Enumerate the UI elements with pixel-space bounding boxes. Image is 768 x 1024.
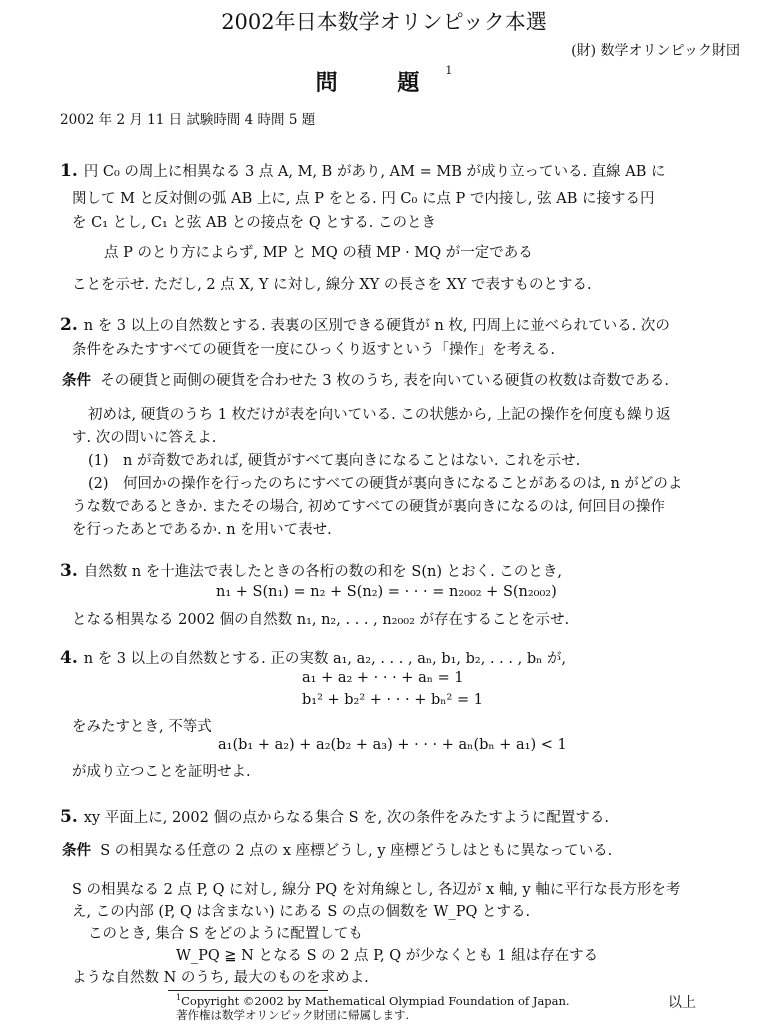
problem-5-line-5: このとき, 集合 S をどのように配置しても xyxy=(88,926,363,942)
exam-title: 2002年日本数学オリンピック本選 xyxy=(221,10,547,34)
problem-5-condition xyxy=(62,839,612,860)
problem-number: 4. xyxy=(60,648,78,668)
problem-3-line-3: となる相異なる 2002 個の自然数 n₁, n₂, . . . , n₂₀₀₂ が存在することを示せ. xyxy=(72,612,570,628)
problem-1-line-5: ことを示せ. ただし, 2 点 X, Y に対し, 線分 XY の長さを XY で表すものとする. xyxy=(72,277,592,293)
problem-5-statement: W_PQ ≧ N となる S の 2 点 P, Q が少なくとも 1 組は存在する xyxy=(176,948,599,964)
problem-5-line-7: ような自然数 N のうち, 最大のものを求めよ. xyxy=(72,970,369,986)
end-mark: 以上 xyxy=(668,995,696,1011)
footnote-copyright xyxy=(176,993,570,1008)
problem-2-line-4: 初めは, 硬貨のうち 1 枚だけが表を向いている. この状態から, 上記の操作を何度も繰り返 xyxy=(88,407,671,423)
footnote-ref: 1 xyxy=(445,64,453,77)
condition-label: 条件 xyxy=(62,372,91,389)
condition-label: 条件 xyxy=(62,842,91,859)
problem-text: xy 平面上に, 2002 個の点からなる集合 S を, 次の条件をみたすように配置する. xyxy=(83,810,609,826)
footnote-mark: 1 xyxy=(176,993,182,1002)
problem-4-inequality: a₁(b₁ + a₂) + a₂(b₂ + a₃) + · · · + aₙ(bₙ + a₁) < 1 xyxy=(218,737,567,753)
problem-2-line-5: す. 次の問いに答えよ. xyxy=(72,430,217,446)
problem-3-line-1 xyxy=(60,560,562,581)
problem-number: 3. xyxy=(60,561,78,581)
condition-text: S の相異なる任意の 2 点の x 座標どうし, y 座標どうしはともに異なっている. xyxy=(100,843,613,859)
problem-4-line-1 xyxy=(60,647,566,668)
footnote-rights: 著作権は数学オリンピック財団に帰属します. xyxy=(176,1008,410,1022)
problem-5-line-4: え, この内部 (P, Q は含まない) にある S の点の個数を W_PQ とする. xyxy=(72,904,531,920)
problem-5-line-3: S の相異なる 2 点 P, Q に対し, 線分 PQ を対角線とし, 各辺が x 軸, y 軸に平行な長方形を考 xyxy=(72,882,681,898)
condition-text: その硬貨と両側の硬貨を合わせた 3 枚のうち, 表を向いている硬貨の枚数は奇数である. xyxy=(100,373,669,389)
organization-name: (財) 数学オリンピック財団 xyxy=(571,43,740,59)
problem-3-equation: n₁ + S(n₁) = n₂ + S(n₂) = · · · = n₂₀₀₂ + S(n₂₀₀₂) xyxy=(216,584,557,600)
problem-number: 1. xyxy=(60,161,78,181)
problem-2-line-9: を行ったあとであるか. n を用いて表せ. xyxy=(72,522,332,538)
problem-2-condition xyxy=(62,369,669,390)
problem-5-line-1 xyxy=(60,806,609,827)
exam-date-line: 2002 年 2 月 11 日 試験時間 4 時間 5 題 xyxy=(60,112,316,128)
problem-number: 2. xyxy=(60,315,78,335)
footnote-rule xyxy=(168,990,328,991)
problem-1-statement: 点 P のとり方によらず, MP と MQ の積 MP · MQ が一定である xyxy=(104,245,533,261)
problem-text: n を 3 以上の自然数とする. 表裏の区別できる硬貨が n 枚, 円周上に並べられている. 次の xyxy=(83,318,670,334)
problem-2-line-8: うな数であるときか. またその場合, 初めてすべての硬貨が裏向きになるのは, 何回目の操作 xyxy=(72,499,665,515)
problem-1-line-2: 関して M と反対側の弧 AB 上に, 点 P をとる. 円 C₀ に点 P で内接し, 弦 AB に接する円 xyxy=(72,191,655,207)
problem-text: 自然数 n を十進法で表したときの各桁の数の和を S(n) とおく. このとき, xyxy=(83,564,562,580)
heading-text: 問 題 xyxy=(315,70,446,96)
problem-4-equation-1: a₁ + a₂ + · · · + aₙ = 1 xyxy=(302,670,464,686)
problem-2-line-2: 条件をみたすすべての硬貨を一度にひっくり返すという「操作」を考える. xyxy=(72,342,555,358)
problem-4-line-6: が成り立つことを証明せよ. xyxy=(72,764,251,780)
problem-number: 5. xyxy=(60,807,78,827)
problem-2-line-1 xyxy=(60,314,670,335)
problem-2-sub-2: (2) 何回かの操作を行ったのちにすべての硬貨が裏向きになることがあるのは, n がどのよ xyxy=(88,476,683,492)
problem-4-equation-2: b₁² + b₂² + · · · + bₙ² = 1 xyxy=(302,692,483,708)
problem-1-line-3: を C₁ とし, C₁ と弦 AB との接点を Q とする. このとき xyxy=(72,215,437,231)
problem-1-line-1 xyxy=(60,160,666,181)
copyright-text: Copyright ©2002 by Mathematical Olympiad Foundation of Japan. xyxy=(181,993,570,1008)
problem-2-sub-1: (1) n が奇数であれば, 硬貨がすべて裏向きになることはない. これを示せ. xyxy=(88,453,581,469)
problem-text: 円 C₀ の周上に相異なる 3 点 A, M, B があり, AM = MB が成り立っている. 直線 AB に xyxy=(83,164,666,180)
problem-4-line-4: をみたすとき, 不等式 xyxy=(72,719,212,735)
problem-text: n を 3 以上の自然数とする. 正の実数 a₁, a₂, . . . , aₙ, b₁, b₂, . . . , bₙ が, xyxy=(83,651,567,667)
section-heading xyxy=(0,66,768,97)
